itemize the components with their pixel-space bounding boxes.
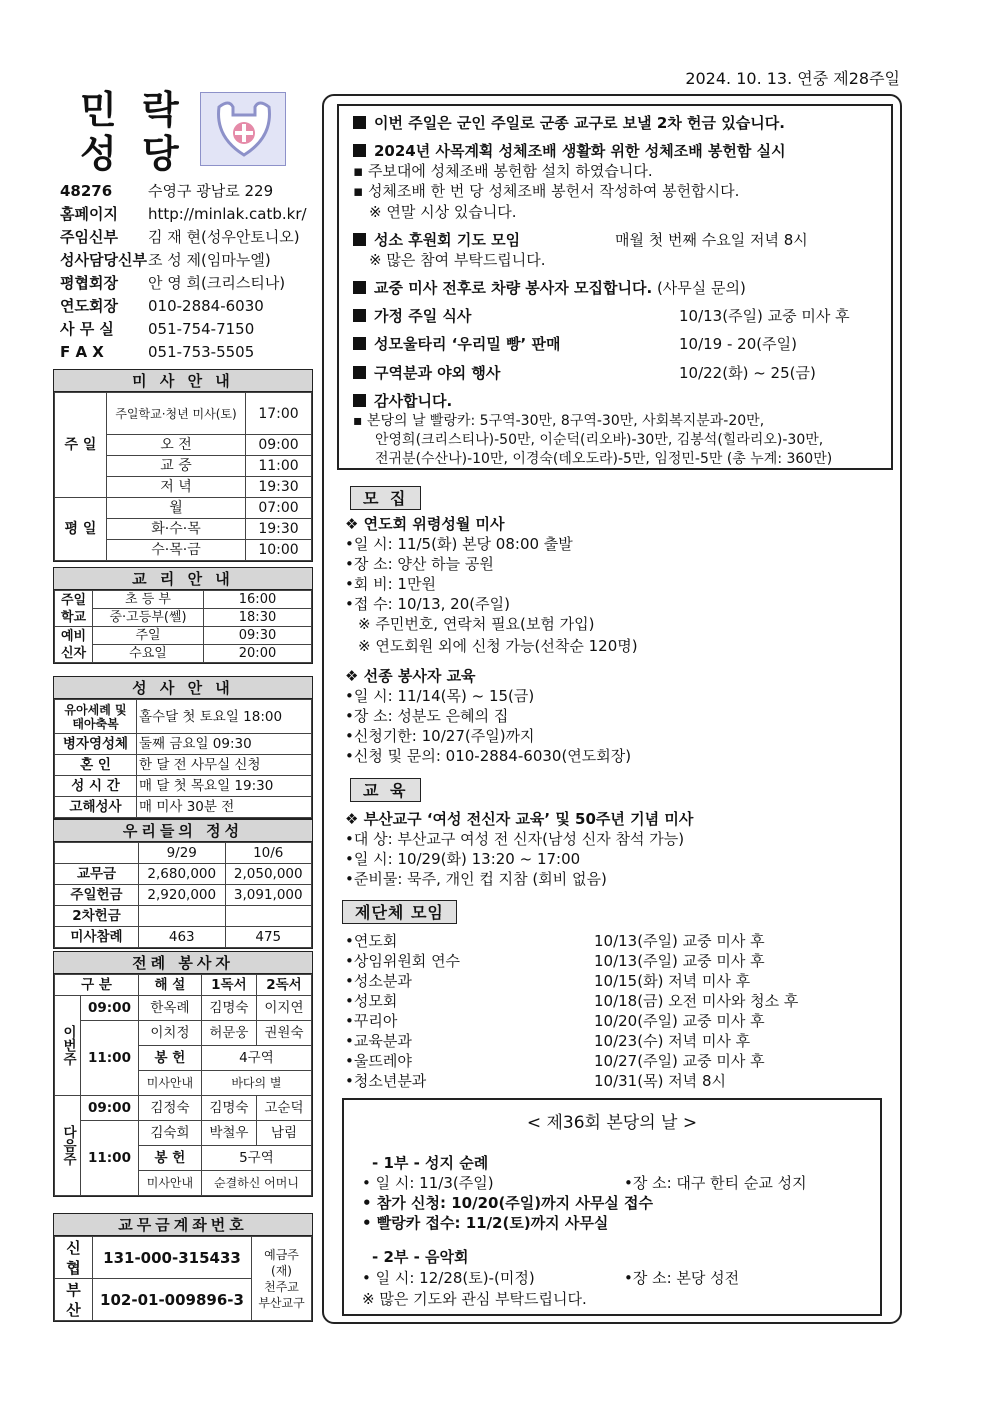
list-item: •장 소: 성분도 은혜의 집 [345,707,509,725]
text: 홈페이지 [60,205,118,223]
list-item: •준비물: 묵주, 개인 컵 지참 (회비 없음) [345,870,607,888]
table-cell: 교 중 [107,456,246,477]
table-cell: 미사안내 [139,1071,202,1096]
recruit-heading: ❖ 연도회 위령성월 미사 [345,515,505,533]
brand-line1: 민 락 [80,87,185,132]
info-row [60,180,312,203]
info-row [60,226,312,249]
info-row [60,295,312,318]
catechism-title: 교 리 안 내 [54,568,312,590]
table-cell: 매 달 첫 목요일 19:30 [137,776,312,797]
text: • 일 시: 11/3(주일) [362,1174,494,1192]
square-bullet-icon [353,366,366,379]
list-item: •신청기한: 10/27(주일)까지 [345,727,535,745]
table-cell: 20:00 [204,645,312,663]
info-row [60,249,312,272]
text: 이번 주일은 군인 주일로 군종 교구로 보낼 2차 헌금 있습니다. [374,114,785,132]
list-item: •일 시: 11/14(목) ~ 15(금) [345,687,535,705]
table-cell: 김숙희 [139,1121,202,1146]
text: 감사합니다. [374,392,453,410]
table-cell: 김정숙 [139,1096,202,1121]
table-cell: 2차헌금 [55,906,139,927]
account-title: 교무금계좌번호 [54,1214,312,1236]
table-cell: 매 미사 30분 전 [137,797,312,818]
text: ▪ 주보대에 성체조배 봉헌함 설치 하였습니다. [353,162,653,180]
text: • 빨랑카 접수: 11/2(토)까지 사무실 [362,1214,609,1232]
text: ※ 많은 참여 부탁드립니다. [369,251,546,269]
table-cell: 주일헌금 [55,885,139,906]
sacrament-title: 성 사 안 내 [54,677,312,699]
list-item: •장 소: 양산 하늘 공원 [345,555,494,573]
text: 주보대에 성체조배 봉헌함 설치 하였습니다. [367,162,653,180]
parish-day-box [342,1098,882,1316]
text: 10/19 - 20(주일) [679,335,797,353]
text: ※ 연말 시상 있습니다. [369,203,517,221]
table-cell: 다음주 [55,1096,81,1196]
table-cell: 475 [225,927,312,948]
table-cell: 102-01-009896-3 [93,1279,252,1321]
table-cell: 신 협 [55,1237,93,1279]
group-time: 10/27(주일) 교중 미사 후 [594,1052,765,1070]
sacrament-info [53,676,313,819]
list-item: •신청 및 문의: 010-2884-6030(연도회장) [345,747,632,765]
table-cell: 11:00 [81,1021,139,1096]
list-item: •회 비: 1만원 [345,575,436,593]
table-cell: 2,680,000 [139,864,226,885]
table-cell: 홀수달 첫 토요일 18:00 [137,700,312,734]
square-bullet-icon [353,116,366,129]
list-item: •일 시: 10/29(화) 13:20 ~ 17:00 [345,850,581,868]
table-cell: 화·수·목 [107,519,246,540]
parish-name [80,88,185,176]
table-cell: 이번주 [55,996,81,1096]
table-cell: 9/29 [139,843,226,864]
text: 연도회장 [60,297,118,315]
table-cell: 09:30 [204,627,312,645]
table-cell: 2,920,000 [139,885,226,906]
table-cell: 19:30 [246,519,312,540]
table-cell: 09:00 [81,996,139,1021]
table-cell: 권원숙 [256,1021,311,1046]
square-bullet-icon [353,309,366,322]
table-cell: 오 전 [107,435,246,456]
table-cell: 한옥례 [139,996,202,1021]
text [353,305,471,326]
text: 전귀분(수산나)-10만, 이경숙(데오도라)-5만, 임정민-5만 (총 누계: 360만) [375,451,833,467]
table-cell: 순결하신 어머니 [201,1171,311,1196]
group-time: 10/13(주일) 교중 미사 후 [594,952,765,970]
table-cell: 부 산 [55,1279,93,1321]
table-cell: 구 분 [55,975,139,996]
table-cell: 교무금 [55,864,139,885]
table-cell: 수·목·금 [107,540,246,561]
table-cell: 이지연 [256,996,311,1021]
info-row [60,203,312,226]
text [353,333,560,354]
text: 예금주 [264,1247,299,1262]
square-bullet-icon [353,281,366,294]
bulletin-date: 2024. 10. 13. 연중 제28주일 [685,69,900,88]
table-cell: 주일 [93,627,204,645]
table-cell: 수요일 [93,645,204,663]
text: 가정 주일 식사 [374,307,472,325]
text: •장 소: 본당 성전 [624,1269,740,1287]
group-name: •상임위원회 연수 [345,952,461,970]
account-info [53,1213,313,1322]
text: 010-2884-6030 [148,297,264,315]
text: 조 성 제(임마누엘) [148,251,271,269]
text: 성체조배 한 번 당 성체조배 봉헌서 작성하여 봉헌합시다. [367,182,740,200]
table-cell: 이치정 [139,1021,202,1046]
text: 051-753-5505 [148,343,255,361]
brand-line2: 성 당 [80,131,185,176]
table-cell: 바다의 별 [201,1071,311,1096]
group-time: 10/18(금) 오전 미사와 청소 후 [594,992,799,1010]
text: (재) [271,1263,292,1278]
table-cell: 허문웅 [201,1021,256,1046]
text: 안 영 희(크리스티나) [148,274,286,292]
table-cell: 2독서 [256,975,311,996]
table-cell: 초 등 부 [93,591,204,609]
table-cell: 07:00 [246,498,312,519]
table-cell: 09:00 [81,1096,139,1121]
list-item: •일 시: 11/5(화) 본당 08:00 출발 [345,535,573,553]
table-cell: 09:00 [246,435,312,456]
table-cell: 미사안내 [139,1171,202,1196]
table-cell: 고해성사 [55,797,137,818]
group-time: 10/23(수) 저녁 미사 후 [594,1032,751,1050]
table-cell: 미사참례 [55,927,139,948]
text [353,390,452,411]
text: 안영희(크리스티나)-50만, 이순덕(리오바)-30만, 김봉석(힐라리오)-30만, [375,432,824,448]
text: 051-754-7150 [148,320,255,338]
table-cell: 평 일 [55,498,107,561]
table-cell: 주일학교·청년 미사(토) [107,393,246,435]
table-cell: 성 시 간 [55,776,137,797]
recruit-heading: ❖ 선종 봉사자 교육 [345,667,476,685]
text: 성소 후원회 기도 모임 [374,231,521,249]
text [353,277,746,298]
catechism-schedule [53,567,313,664]
table-cell [225,906,312,927]
table-cell: 저 녁 [107,477,246,498]
text [353,140,786,161]
group-name: •성소분과 [345,972,412,990]
text: 10/13(주일) 교중 미사 후 [679,307,850,325]
education-tag: 교 육 [350,778,421,802]
info-row [60,318,312,341]
text: 주임신부 [60,228,118,246]
event-title: < 제36회 본당의 날 > [526,1113,698,1133]
notice-box [337,104,893,470]
text: • 일 시: 12/28(토)-(미정) [362,1269,535,1287]
group-name: •성모회 [345,992,398,1010]
table-cell: 월 [107,498,246,519]
table-cell: 463 [139,927,226,948]
table-cell: 고순덕 [256,1096,311,1121]
table-cell: 10/6 [225,843,312,864]
group-time: 10/31(목) 저녁 8시 [594,1072,726,1090]
text: - 1부 - 성지 순례 [372,1154,489,1172]
table-cell: 17:00 [246,393,312,435]
table-cell: 병자영성체 [55,734,137,755]
mass-schedule [53,369,313,562]
table-cell: 4구역 [201,1046,311,1071]
text: 48276 [60,182,113,200]
square-bullet-icon [353,337,366,350]
table-cell [252,1237,312,1321]
list-item: •접 수: 10/13, 20(주일) [345,595,510,613]
liturgy-title: 전례 봉사자 [54,952,312,974]
text: 천주교 [264,1279,299,1294]
text: (사무실 문의) [656,279,746,297]
table-cell: 둘째 금요일 09:30 [137,734,312,755]
group-time: 10/20(주일) 교중 미사 후 [594,1012,765,1030]
table-cell [139,906,226,927]
recruit-tag: 모 집 [350,486,421,510]
text: F A X [60,343,104,361]
square-bullet-icon [353,233,366,246]
text: •장 소: 대구 한티 순교 성지 [624,1174,807,1192]
table-cell: 박철우 [201,1121,256,1146]
table-cell: 131-000-315433 [93,1237,252,1279]
table-cell: 해 설 [139,975,202,996]
group-name: •청소년분과 [345,1072,427,1090]
table-cell: 유아세례 및 태아축복 [55,700,137,734]
group-time: 10/15(화) 저녁 미사 후 [594,972,751,990]
text [353,112,785,133]
text: 사 무 실 [60,320,114,338]
table-cell: 16:00 [204,591,312,609]
text: 10/22(화) ~ 25(금) [679,364,816,382]
table-cell: 남림 [256,1121,311,1146]
parish-logo-icon [200,92,286,166]
liturgy-servers [53,951,313,1197]
table-cell: 봉 헌 [139,1146,202,1171]
text: 교중 미사 전후로 차량 봉사자 모집합니다. [374,279,653,297]
group-time: 10/13(주일) 교중 미사 후 [594,932,765,950]
group-name: •연도회 [345,932,398,950]
text [353,229,520,250]
table-cell: 19:30 [246,477,312,498]
text: 구역분과 야외 행사 [374,364,501,382]
text: 매월 첫 번째 수요일 저녁 8시 [615,231,808,249]
info-row [60,272,312,295]
list-item: ※ 연도회원 외에 신청 가능(선착순 120명) [358,637,638,655]
text: 평협회장 [60,274,118,292]
text: 김 재 현(성우안토니오) [148,228,300,246]
table-cell: 11:00 [246,456,312,477]
group-name: •울뜨레야 [345,1052,412,1070]
text [353,362,500,383]
square-bullet-icon [353,144,366,157]
table-cell: 18:30 [204,609,312,627]
text: ▪ 본당의 날 빨랑카: 5구역-30만, 8구역-30만, 사회복지분과-20만, [353,413,765,429]
table-cell: 11:00 [81,1121,139,1196]
text: 성사담당신부 [60,251,147,269]
table-cell: 5구역 [201,1146,311,1171]
table-cell: 예비신자 [55,627,93,663]
table-cell: 김명숙 [201,1096,256,1121]
offering-title: 우리들의 정성 [54,820,312,842]
text: 2024년 사목계획 성체조배 생활화 위한 성체조배 봉헌함 실시 [374,142,786,160]
text: - 2부 - 음악회 [372,1248,469,1266]
table-cell: 혼 인 [55,755,137,776]
table-cell [55,843,139,864]
text: ※ 많은 기도와 관심 부탁드립니다. [362,1290,587,1308]
list-item: ※ 주민번호, 연락처 필요(보험 가입) [358,615,595,633]
table-cell: 한 달 전 사무실 신청 [137,755,312,776]
table-cell: 1독서 [201,975,256,996]
info-row [60,341,312,364]
table-cell: 2,050,000 [225,864,312,885]
text: 부산교구 [258,1295,305,1310]
text: ▪ 성체조배 한 번 당 성체조배 봉헌서 작성하여 봉헌합시다. [353,182,740,200]
table-cell: 주일학교 [55,591,93,627]
education-heading: ❖ 부산교구 ‘여성 전신자 교육’ 및 50주년 기념 미사 [345,810,694,828]
list-item: •대 상: 부산교구 여성 전 신자(남성 신자 참석 가능) [345,830,685,848]
mass-title: 미 사 안 내 [54,370,312,392]
table-cell: 봉 헌 [139,1046,202,1071]
groups-tag: 제단체 모임 [342,900,457,924]
table-cell: 3,091,000 [225,885,312,906]
text: 수영구 광남로 229 [148,182,274,200]
table-cell: 김명숙 [201,996,256,1021]
offering-table [53,819,313,949]
table-cell: 10:00 [246,540,312,561]
parish-info [60,180,312,364]
text: 성모울타리 ‘우리밀 빵’ 판매 [374,335,561,353]
square-bullet-icon [353,394,366,407]
group-name: •교육분과 [345,1032,412,1050]
table-cell: 주 일 [55,393,107,498]
homepage-link[interactable]: http://minlak.catb.kr/ [148,205,307,223]
table-cell: 중·고등부(쎌) [93,609,204,627]
text: • 참가 신청: 10/20(주일)까지 사무실 접수 [362,1194,654,1212]
group-name: •꾸리아 [345,1012,398,1030]
